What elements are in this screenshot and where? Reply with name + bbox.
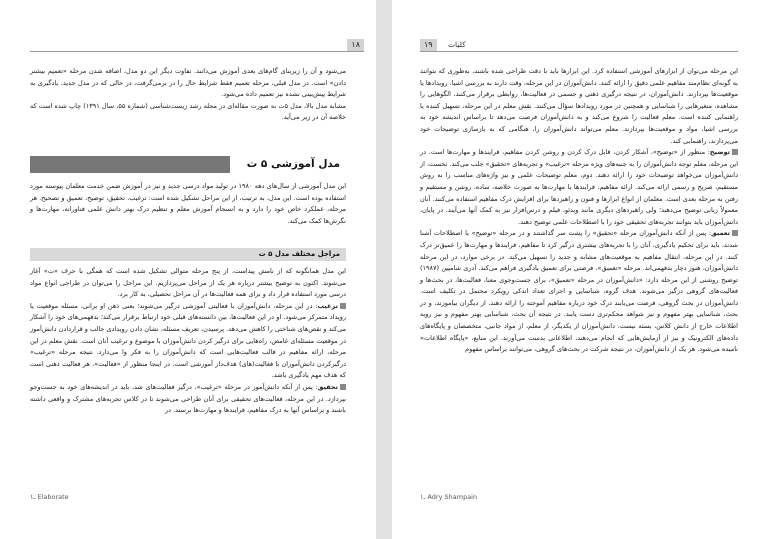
paragraph: این مدل آموزشی از سال‌های دهه ۱۹۸۰ در تولید مواد درسی جدید و نیز در آموزش ضمن خدمت معلمان پیوسته مورد استفاده بوده است. این مدل، به ترتیب، از این مراحل تشکیل شده است: ترغیب، تحقیق، توضیح، تعمیق و تصحیح. هر مرحله، عملکرد خاص خود را دارد و به انسجام آموزش معلم و تنظیم درک بهتر دانش علمی فناورانه، مهارت‌ها و نگرش‌ها کمک می‌کند. <box>30 182 347 225</box>
header-rule <box>30 51 364 52</box>
body-text <box>30 266 346 417</box>
sub-heading: مراحل مختلف مدل ۵ ت <box>30 248 346 261</box>
body-text <box>420 66 738 356</box>
term-label: تعمیق <box>711 229 730 238</box>
left-page <box>0 0 376 539</box>
paragraph <box>30 301 346 382</box>
section-intro <box>30 181 346 227</box>
paragraph: این مدل همانگونه که از نامش پیداست، از پنج مرحله متوالی تشکیل شده است که همگی با حرف «ت» آغاز می‌شوند. اکنون به توضیح بیشتر درباره هر یک از مراحل می‌پردازیم. این مراحل را می‌توان در طراحی انواع مواد درسی مورد استفاده قرار داد و برای همه فعالیت‌ها در آن مراحل تحصیلی، به کار برد. <box>30 267 346 299</box>
term-text: : پس از آنکه دانش‌آموزان مرحله «تحقیق» را پشت سر گذاشتند و در مرحله «توضیح» با اصطلاحات آشنا شدند، باید برای تحکیم یادگیری، آنان را با تجربه‌های بیشتری درگیر کرد تا مفاهیم، فرایندها و مهارت‌ها را عمیق‌تر درک کنند. در این مرحله، انتقال مفاهیم به موقعیت‌های مشابه و جدید را تسهیل می‌کند. در برخی موارد، در این مرحله دانش‌آموزان، هنوز دچار بدفهمی‌اند. مرحله «تعمیق»، فرصتی برای تعمیق یادگیری فراهم می‌کند. آدری شامپین (۱۹۸۷) توضیح روشنی از این مرحله دارد: «دانش‌آموزان در مرحله «تعمیق»، برای جست‌وجوی معنا، فعالیت‌ها، در بحث‌ها و فعالیت‌های گروهی درگیر می‌شوند. هدف گروه، شناسایی و اجرای تعداد اندکی رویکرد محتمل در تکلیف است. دانش‌آموزان در بحث گروهی، فرصت می‌یابند درک خود درباره مفاهیم آموخته را ارائه دهند، از دیگران بیاموزند، و در بحث، شناسایی بهتر مفهوم و نیز شواهد محکم‌تری دست یابند. در نتیجه آن بحث، شناسایی بهتر مفهوم و نیز رویه اطلاعات خارج از دانش کلاس، بسته نیست. دانش‌آموزان از یکدیگر، از معلم، از مواد جانبی، متخصصان و پایگاه‌های داده‌های الکترونیک و نیز از آزمایش‌هایی که انجام می‌دهند، اطلاعاتی بدست می‌آورند. این منابع، «پایگاه اطلاعات» نامیده می‌شود. هر یک از دانش‌آموزان، در نتیجه شرکت در بحث‌های گروهی، می‌توانند براساس مفهوم <box>420 229 738 354</box>
paragraph <box>420 147 738 228</box>
term-text: : منظور از «توضیح»، آشکار کردن، قابل درک کردن و روشن کردن مفاهیم، فرایندها و مهارت‌ها است. در این مرحله، معلم توجه دانش‌آموزان را به جنبه‌های ویژه مرحله «ترغیب» و تجربه‌های «تحقیق» جلب می‌کند. نخست، از دانش‌آموزان می‌خواهد توضیحات خود را ارائه دهند. دوم، معلم توضیحات علمی و نیز واژه‌های مناسب را به روش مستقیم، صریح و رسمی ارائه می‌کند. ارائه مفاهیم، فرایندها یا مهارت‌ها به صورت خلاصه، ساده، روشن و مستقیم و رفتن به مرحله بعدی است. معلمان از انواع ابزارها و فنون و راهبردها برای افزایش درک مفاهیم استفاده می‌کنند. آنان معمولاً زبانی توضیح می‌دهند؛ ولی راهبردهای دیگری مانند ویدئو، فیلم و درس‌افزار نیز به کمک آنها می‌آیند. در پایان، دانش‌آموزان باید بتوانند تجربه‌های تحقیقی خود را با اصطلاحات علمی توضیح دهند. <box>420 148 738 226</box>
bullet-marker <box>732 149 738 155</box>
term-label: تحقیق <box>317 382 338 391</box>
paragraph <box>420 228 738 356</box>
term-text: : پس از آنکه دانش‌آموز در مرحله «ترغیب»، درگیر فعالیت‌های شد، باید در اندیشه‌های خود به جست‌وجو بپردازد. در این مرحله، فعالیت‌های تحقیقی برای آنان طراحی می‌شوند تا در کلاس تجربه‌های مشترک و واقعی داشته باشند و براساس آنها به درک مفاهیم، فرایندها و مهارت‌ها برسند. در <box>30 382 346 415</box>
page-number: ۱۸ <box>347 39 364 51</box>
paragraph: این مرحله می‌توان از ابزارهای آموزشی استفاده کرد. این ابزارها باید با دقت طراحی شده باشند، به‌طوری که بتوانند به گونه‌ای نظام‌مند مفاهیم علمی دقیق را ارائه کنند. دانش‌آموزان در این مرحله، وقت دارند به بررسی اشیا، رویدادها یا موقعیت‌ها بپردازند. دانش‌آموزان، در نتیجه درگیری ذهنی و جسمی در فعالیت‌ها، روابطی برقرار می‌کنند، الگوهایی را مشاهده، متغیرهایی را شناسایی و همچنین در مورد رویدادها سؤال می‌کنند. نقش معلم در این مرحله، تسهیل کننده یا راهنمایی کننده است. معلم فعالیت را شروع می‌کند و به دانش‌آموزان فرصت می‌دهد تا براساس اندیشه خود به بررسی اشیا، مواد و موقعیت‌ها بپردازند. معلم می‌تواند دانش‌آموزان را، هنگامی که به بازسازی توضیحات خود می‌پردازند، راهنمایی کند. <box>420 67 738 145</box>
footnote: ۱ـ Adry Shampain <box>420 493 478 501</box>
paragraph: می‌شود و آن را زیربنای گام‌های بعدی آموزش می‌دانند. تفاوت دیگر این دو مدل، اضافه شدن مرحله «تعمیم بیشتر دادن» است. در مدل قبلی، مرحله تعمیم فقط شرایط حال را در برمی‌گرفت، در حالی که در مدل جدید، یادگیری به شرایط پیش‌بینی نشده نیز تعمیم داده می‌شود. <box>30 67 346 99</box>
footnote: ۱ـ Elaborate <box>30 493 69 501</box>
section-bar <box>30 156 230 173</box>
bullet-marker <box>340 303 346 309</box>
bullet-marker <box>732 230 738 236</box>
term-text: : در این مرحله، دانش‌آموزان با فعالیتی آموزشی درگیر می‌شوند؛ یعنی ذهن او برانی، مسئله موقعیت یا رویداد متمرکز می‌شود. او در این فعالیت‌ها، بین دانسته‌های قبلی خود ارتباط برقرار می‌کند؛ بدفهمی‌های خود را آشکار می‌کند و نقص‌های شناختی را کاهش می‌دهد. پرسیدن، تعریف مسئله، نشان دادن رویدادی جالب و قراردادن دانش‌آموز در موقعیت مسئله‌ای غامض، راه‌هایی برای درگیر کردن دانش‌آموزان با موضوع و ترغیب آنان است. نقش معلم در این مرحله، ارائه مفاهیم در قالب فعالیت‌هایی است که دانش‌آموزان را به فکر وا می‌دارد. نتیجه مرحله «ترغیب» درگیرکردن دانش‌آموزان با فعالیت‌(های) هدف‌دار آموزشی است. در اینجا منظور از «فعالیت»، هر فعالیت ذهنی است که هدف مهم یادگیری باشد. <box>30 301 346 380</box>
section-title: مدل آموزشی ۵ ت <box>241 156 346 173</box>
section-heading <box>30 156 346 173</box>
paragraph <box>30 382 346 417</box>
paragraph: مشابه مدل بالا، مدل ۵ت به صورت مقاله‌ای در مجله رشد زیست‌شناسی (شماره ۵۵، سال ۱۳۹۱) چاپ شده است که خلاصه آن در زیر می‌آید. <box>30 101 346 122</box>
intro-paragraph <box>30 66 346 124</box>
term-label: ترغیب <box>317 301 338 310</box>
page-number: ۱۹ <box>420 39 437 51</box>
term-label: توضیح <box>709 148 730 157</box>
right-page <box>392 0 768 539</box>
book-gutter <box>376 0 392 539</box>
header-rule <box>420 51 738 52</box>
bullet-marker <box>340 384 346 390</box>
running-head: کلیات <box>448 40 466 49</box>
